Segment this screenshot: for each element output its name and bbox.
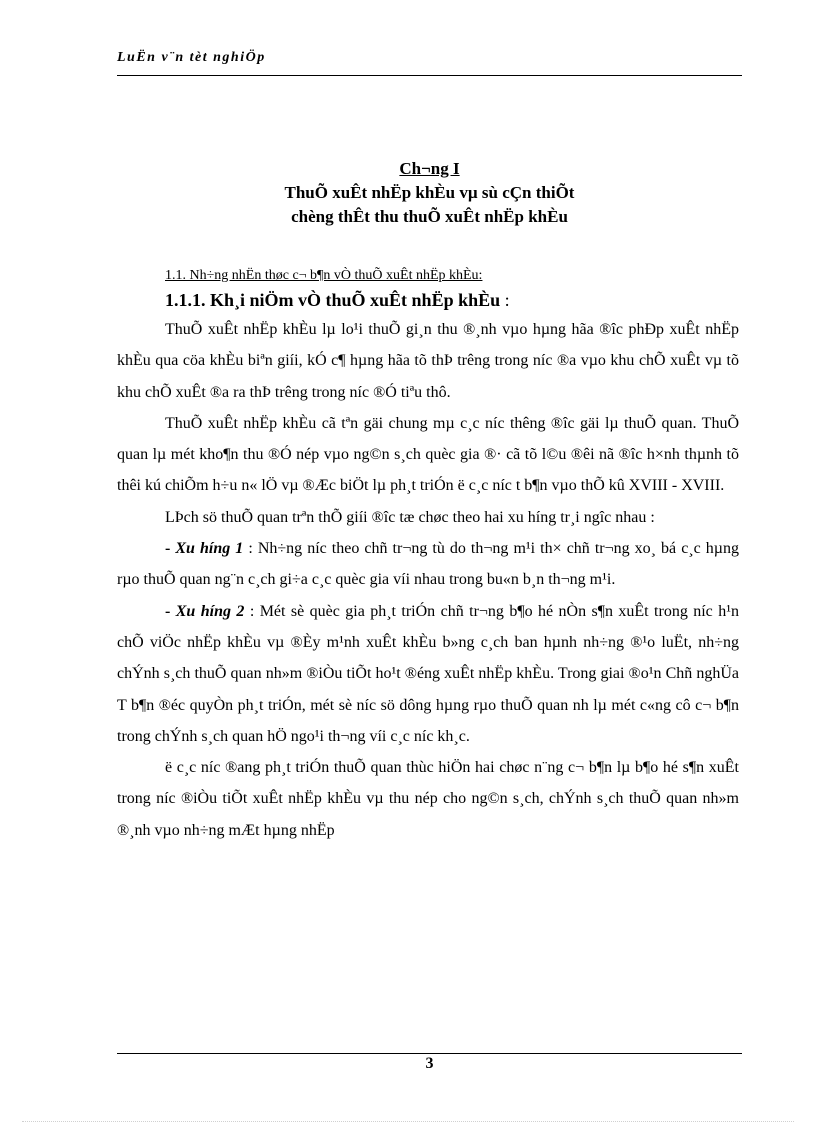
paragraph-4-dash: - bbox=[165, 540, 176, 558]
subsection-heading-text: 1.1.1. Kh¸i niÖm vÒ thuÕ xuÊt nhËp khÈu bbox=[165, 290, 501, 310]
paragraph-4-label: Xu híng 1 bbox=[175, 540, 244, 558]
paragraph-4 bbox=[117, 533, 739, 596]
paragraph-5 bbox=[117, 596, 739, 752]
paragraph-5-label: Xu híng 2 bbox=[175, 602, 245, 620]
running-header: LuËn v¨n tèt nghiÖp bbox=[117, 50, 266, 65]
page-bottom-border bbox=[22, 1121, 794, 1122]
chapter-title-block bbox=[117, 157, 742, 229]
chapter-title-line-2: chèng thÊt thu thuÕ xuÊt nhËp khÈu bbox=[291, 207, 568, 226]
section-heading: 1.1. Nh÷ng nhËn thøc c¬ b¶n vÒ thuÕ xuÊt nhËp khÈu: bbox=[165, 268, 483, 283]
paragraph-5-text: : Mét sè quèc gia ph¸t triÓn chñ tr¬ng b¶o hé nÒn s¶n xuÊt trong níc h¹n chÕ viÖc nhËp khÈu vµ ®Èy m¹nh xuÊt khÈu b»ng c¸ch ban hµnh nh÷ng ®¹o luËt, nh÷ng chÝnh s¸ch thuÕ quan nh»m ®iÒu tiÕt ho¹t ®éng xuÊt nhËp khÈu. Trong giai ®o¹n Chñ nghÜa T b¶n ®éc quyÒn ph¸t triÓn, mét sè níc sö dông hµng rµo thuÕ quan nh lµ mét c«ng cô c¬ b¶n trong chÝnh s¸ch quan hÖ ngo¹i th¬ng víi c¸c níc kh¸c. bbox=[117, 602, 739, 745]
paragraph-3: LÞch sö thuÕ quan trªn thÕ giíi ®îc tæ chøc theo hai xu híng tr¸i ngîc nhau : bbox=[165, 508, 655, 526]
paragraph-5-dash: - bbox=[165, 602, 176, 620]
header-rule bbox=[117, 75, 742, 76]
footer-rule bbox=[117, 1053, 742, 1054]
paragraph-4-text: : Nh÷ng níc theo chñ tr¬ng tù do th¬ng m¹i th× chñ tr¬ng xo¸ bá c¸c hµng rµo thuÕ quan ng¨n c¸ch gi÷a c¸c quèc gia víi nhau trong bu«n b¸n th¬ng m¹i. bbox=[117, 540, 739, 589]
chapter-label: Ch¬ng I bbox=[399, 159, 460, 178]
page-number: 3 bbox=[425, 1055, 434, 1072]
body-content bbox=[117, 266, 739, 846]
subsection-heading-suffix: : bbox=[500, 290, 510, 310]
chapter-title-line-1: ThuÕ xuÊt nhËp khÈu vµ sù cÇn thiÕt bbox=[284, 183, 575, 202]
paragraph-2: ThuÕ xuÊt nhËp khÈu cã tªn gäi chung mµ c¸c níc thêng ®îc gäi lµ thuÕ quan. ThuÕ quan lµ mét kho¶n thu ®Ó nép vµo ng©n s¸ch quèc gia ®· cã tõ l©u ®êi nã ®îc h×nh thµnh tõ thêi kú chiÕm h÷u n« lÖ vµ ®Æc biÖt lµ ph¸t triÓn ë c¸c níc t b¶n vµo thÕ kû XVIII - XVIII. bbox=[117, 414, 739, 495]
paragraph-6: ë c¸c níc ®ang ph¸t triÓn thuÕ quan thùc hiÖn hai chøc n¨ng c¬ b¶n lµ b¶o hé s¶n xuÊt trong níc ®iÒu tiÕt xuÊt nhËp khÈu vµ thu nép cho ng©n s¸ch, chÝnh s¸ch thuÕ quan nh»m ®¸nh vµo nh÷ng mÆt hµng nhËp bbox=[117, 759, 739, 839]
paragraph-1: ThuÕ xuÊt nhËp khÈu lµ lo¹i thuÕ gi¸n thu ®¸nh vµo hµng hãa ®îc phÐp xuÊt nhËp khÈu qua cöa khÈu biªn giíi, kÓ c¶ hµng hãa tõ thÞ trêng trong níc ®a vµo khu chÕ xuÊt vµ tõ khu chÕ xuÊt ®a ra thÞ trêng trong níc ®Ó tiªu thô. bbox=[117, 321, 739, 401]
subsection-heading bbox=[165, 286, 739, 314]
